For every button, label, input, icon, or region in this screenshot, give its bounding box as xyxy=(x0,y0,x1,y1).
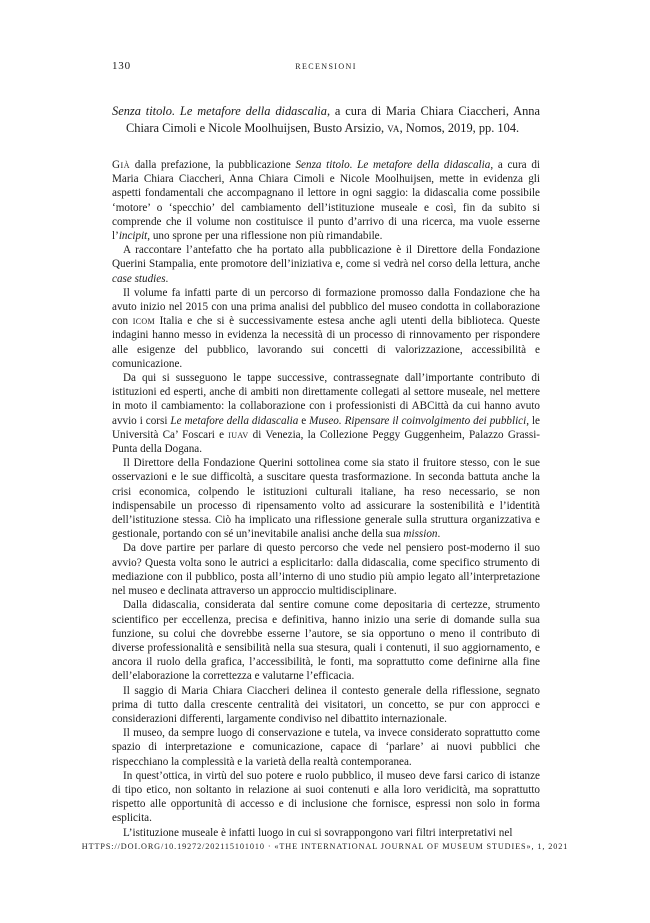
paragraph-2-text-a: A raccontare l’antefatto che ha portato alla pubblicazione è il Direttore della Fondazione Querini Stampalia, ente promotore dell’iniziativa e, come si vedrà nel corso della lettura, anche xyxy=(112,244,540,271)
paragraph-3 xyxy=(112,286,540,371)
paragraph-9: Il museo, da sempre luogo di conservazione e tutela, va invece considerato soprattutto come spazio di interpretazione e comunicazione, capace di ‘parlare’ ai nuovi pubblici che rispecchiano la complessità e la varietà della realtà contemporanea. xyxy=(112,727,540,768)
paragraph-4 xyxy=(112,371,540,456)
paragraph-5-text-a: Il Direttore della Fondazione Querini sottolinea come sia stato il fruitore stesso, con le sue osservazioni e le sue difficoltà, a suscitare questa trasformazione. In seconda battuta anche la crisi economica, colpendo le istituzioni culturali italiane, ha reso necessario, se non indispensabile un processo di ripensamento volto ad assicurare la sostenibilità e l’identità dell’istituzione stessa. Ciò ha implicato una riflessione generale sulla struttura organizzativa e gestionale, portando con sé un’inevitabile analisi anche della sua xyxy=(112,457,540,541)
paragraph-3-text-a: Il volume fa infatti parte di un percorso di formazione promosso dalla Fondazione che ha avuto inizio nel 2015 con una prima analisi del pubblico del museo condotta in collaborazione con xyxy=(112,286,540,328)
paragraph-4-text-b: e xyxy=(298,414,310,427)
opening-word: Già xyxy=(112,159,130,171)
citation-publisher-abbr: va xyxy=(387,121,400,135)
paragraph-4-iuav: iuav xyxy=(228,428,249,441)
paragraph-1-title: Senza titolo. Le metafore della didascalia xyxy=(295,159,491,171)
page xyxy=(112,60,540,840)
paragraph-3-text-b: Italia e che si è successivamente estesa anche agli utenti della biblioteca. Queste indagini hanno messo in evidenza la necessità di un processo di rinnovamento per rispondere alle esigenze del pubblico, lavorando sui concetti di valorizzazione, accessibilità e comunicazione. xyxy=(112,315,540,370)
paragraph-4-em-1: Le metafore della didascalia xyxy=(170,414,299,427)
citation-text-2: , Nomos, 2019, pp. 104. xyxy=(399,121,520,135)
paragraph-4-text-a: Da qui si susseguono le tappe successive, contrassegnate dall’importante contributo di istituzioni ed esperti, anche di ambiti non direttamente collegati al settore museale, nel mettere in moto il cambiamento: la collaborazione con i professionisti di ABCittà da cui hanno avuto avvio i corsi xyxy=(112,372,540,427)
paragraph-5-em: mission xyxy=(403,528,438,541)
paragraph-1-text-b: , a cura di Maria Chiara Ciaccheri, Anna Chiara Cimoli e Nicole Moolhuijsen, mette in evidenza gli aspetti fondamentali che accompagnano il lettore in ogni saggio: la didascalia come possibile ‘motore’ o ‘specchio’ del cambiamento dell’istituzione museale e così, fin da subito si comprende che il volume non costituisce il punto d’arrivo di una ricerca, ma vuole esserne l’ xyxy=(112,159,541,243)
paragraph-6: Da dove partire per parlare di questo percorso che vede nel pensiero post-moderno il suo avvio? Questa volta sono le autrici a esplicitarlo: dalla didascalia, come specifico strumento di mediazione con il pubblico, posta all’interno di uno studio più ampio legato all’interpretazione nel museo e declinata attraverso un approccio multidisciplinare. xyxy=(112,542,540,598)
paragraph-3-icom: icom xyxy=(132,315,155,328)
paragraph-5 xyxy=(112,456,540,541)
paragraph-1 xyxy=(112,158,540,243)
paragraph-11: L’istituzione museale è infatti luogo in cui si sovrappongono vari filtri interpretativi nel xyxy=(123,826,513,839)
paragraph-2-text-b: . xyxy=(165,272,169,285)
paragraph-2-em: case studies xyxy=(112,272,166,285)
paragraph-4-text-c: , le Università Ca’ Foscari e xyxy=(112,414,541,441)
running-head xyxy=(112,60,540,76)
paragraph-2 xyxy=(112,243,540,286)
paragraph-5-text-b: . xyxy=(437,528,441,541)
book-title: Senza titolo. Le metafore della didascalia xyxy=(112,104,327,118)
section-title: recensioni xyxy=(295,60,357,72)
paragraph-8: Il saggio di Maria Chiara Ciaccheri delinea il contesto generale della riflessione, segnato prima di tutto dalla crescente centralità dei visitatori, un concetto, se pur con approcci e considerazioni differenti, largamente condiviso nel dibattito internazionale. xyxy=(112,684,540,725)
page-number: 130 xyxy=(112,60,131,72)
citation-text-1: , a cura di Maria Chiara Ciaccheri, Anna Chiara Cimoli e Nicole Moolhuijsen, Busto Arsizio, xyxy=(126,104,541,135)
book-citation xyxy=(112,103,540,137)
footer-doi: HTTPS://DOI.ORG/10.19272/202115101010 · «THE INTERNATIONAL JOURNAL OF MUSEUM STUDIES», 1, 2021 xyxy=(81,842,569,851)
review-body xyxy=(112,158,540,840)
paragraph-1-text-c: , uno sprone per una riflessione non più rimandabile. xyxy=(147,230,383,243)
paragraph-1-text-a: dalla prefazione, la pubblicazione xyxy=(130,159,296,171)
paragraph-1-incipit: incipit xyxy=(118,230,148,243)
paragraph-4-text-d: di Venezia, la Collezione Peggy Guggenheim, Palazzo Grassi-Punta della Dogana. xyxy=(112,428,540,456)
paragraph-10: In quest’ottica, in virtù del suo potere e ruolo pubblico, il museo deve farsi carico di istanze di tipo etico, non soltanto in relazione ai suoi contenuti e alla loro veridicità, ma soprattutto rispetto alle opportunità di accesso e di inclusione che fornisce, espressi non solo in forma esplicita. xyxy=(112,769,540,825)
paragraph-7: Dalla didascalia, considerata dal sentire comune come depositaria di certezze, strumento scientifico per eccellenza, precisa e definitiva, hanno inizio una serie di domande sulla sua funzione, su colui che dovrebbe esserne l’autore, se sia opportuno o meno il contributo di diverse professionalità e sensibilità nella sua stesura, quali i contenuti, il suo aggiornamento, e ancora il ruolo della grafica, l’accessibilità, le fonti, ma soprattutto come definirne alla fine dell’elaborazione la correttezza e valutarne l’efficacia. xyxy=(112,599,540,683)
paragraph-4-em-2: Museo. Ripensare il coinvolgimento dei pubblici xyxy=(309,414,527,427)
